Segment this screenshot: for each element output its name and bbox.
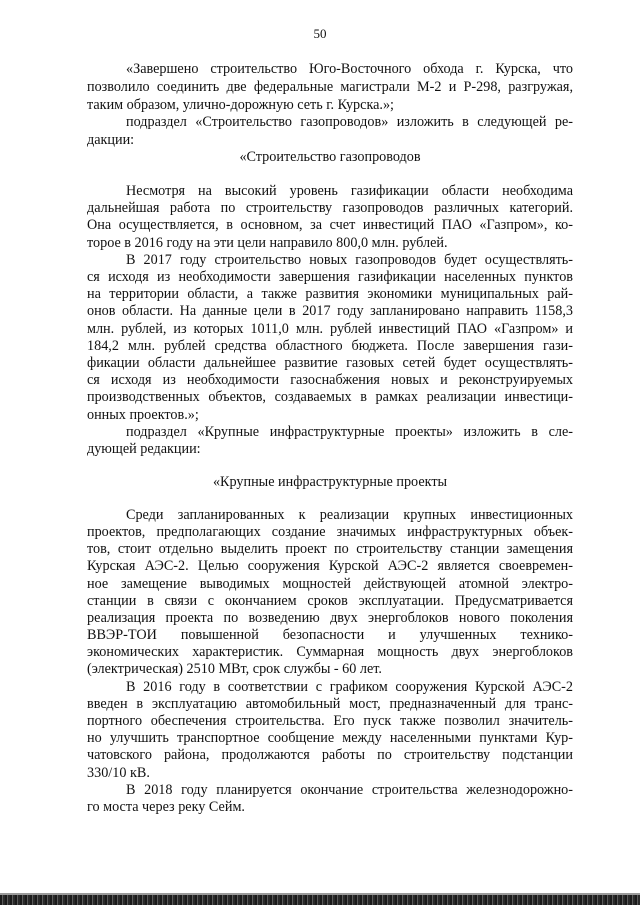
text-line: 330/10 кВ.: [87, 765, 150, 781]
text-line: проектов, предполагающих создание значимых инфраструктурных объек-: [87, 524, 573, 540]
text-line: «Завершено строительство Юго-Восточного обхода г. Курска, что: [126, 61, 573, 77]
text-line: дующей редакции:: [87, 441, 201, 457]
text-line: онов области. На данные цели в 2017 году запланировано направить 1158,3: [87, 303, 573, 319]
text-line: млн. рублей, из которых 1011,0 млн. рублей инвестиций ПАО «Газпром» и: [87, 321, 573, 337]
text-line: (электрическая) 2510 МВт, срок службы - 60 лет.: [87, 661, 382, 677]
text-line: тов, стоит отдельно выделить проект по строительству станции замещения: [87, 541, 573, 557]
text-line: ное замещение выводимых мощностей действующей атомной электро-: [87, 576, 573, 592]
scan-edge-noise: [0, 895, 640, 905]
text-line: чатовского района, продолжаются работы по строительству подстанции: [87, 747, 573, 763]
text-line: Несмотря на высокий уровень газификации области необходима: [126, 183, 573, 199]
text-line: Курская АЭС-2. Целью сооружения Курской АЭС-2 является своевремен-: [87, 558, 573, 574]
text-line: Она осуществляется, в основном, за счет инвестиций ПАО «Газпром», ко-: [87, 217, 573, 233]
text-line: торое в 2016 году на эти цели направило 800,0 млн. рублей.: [87, 235, 448, 251]
text-line: подраздел «Строительство газопроводов» изложить в следующей ре-: [126, 114, 573, 130]
text-line: В 2018 году планируется окончание строительства железнодорожно-: [126, 782, 573, 798]
text-line: на территории области, а также развития экономики муниципальных рай-: [87, 286, 573, 302]
page-number: 50: [313, 26, 327, 41]
text-line: экономических характеристик. Суммарная мощность двух энергоблоков: [87, 644, 573, 660]
text-line: подраздел «Крупные инфраструктурные проекты» изложить в сле-: [126, 424, 573, 440]
text-line: 184,2 млн. рублей средства областного бюджета. После завершения гази-: [87, 338, 573, 354]
text-line: го моста через реку Сейм.: [87, 799, 245, 815]
text-line: портного обеспечения строительства. Его пуск также позволил значитель-: [87, 713, 573, 729]
section-heading: «Строительство газопроводов: [239, 149, 421, 165]
text-line: ся исходя из необходимости завершения газификации населенных пунктов: [87, 269, 573, 285]
text-line: онных проектов.»;: [87, 407, 199, 423]
text-line: дакции:: [87, 132, 135, 148]
text-line: В 2016 году в соответствии с графиком сооружения Курской АЭС-2: [126, 679, 573, 695]
text-line: дальнейшая работа по строительству газопроводов различных категорий.: [87, 200, 573, 216]
text-line: позволило соединить две федеральные магистрали М-2 и Р-298, разгружая,: [87, 79, 573, 95]
text-line: Среди запланированных к реализации крупных инвестиционных: [126, 507, 573, 523]
text-line: фикации области дальнейшее развитие газовых сетей будет осуществлять-: [87, 355, 573, 371]
text-line: таким образом, улично-дорожную сеть г. Курска.»;: [87, 97, 395, 113]
text-line: ся исходя из необходимости газоснабжения новых и реконструируемых: [87, 372, 573, 388]
text-line: реализация проекта по возведению двух энергоблоков нового поколения: [87, 610, 573, 626]
text-line: введен в эксплуатацию автомобильный мост, предназначенный для транс-: [87, 696, 573, 712]
text-line: В 2017 году строительство новых газопроводов будет осуществлять-: [126, 252, 573, 268]
text-line: ВВЭР-ТОИ повышенной безопасности и улучшенных технико-: [87, 627, 573, 643]
text-line: станции в связи с окончанием сроков эксплуатации. Предусматривается: [87, 593, 573, 609]
section-heading: «Крупные инфраструктурные проекты: [212, 474, 448, 490]
text-line: производственных объектов, создаваемых в рамках реализации инвестици-: [87, 389, 573, 405]
text-line: но улучшить транспортное сообщение между населенными пунктами Кур-: [87, 730, 573, 746]
